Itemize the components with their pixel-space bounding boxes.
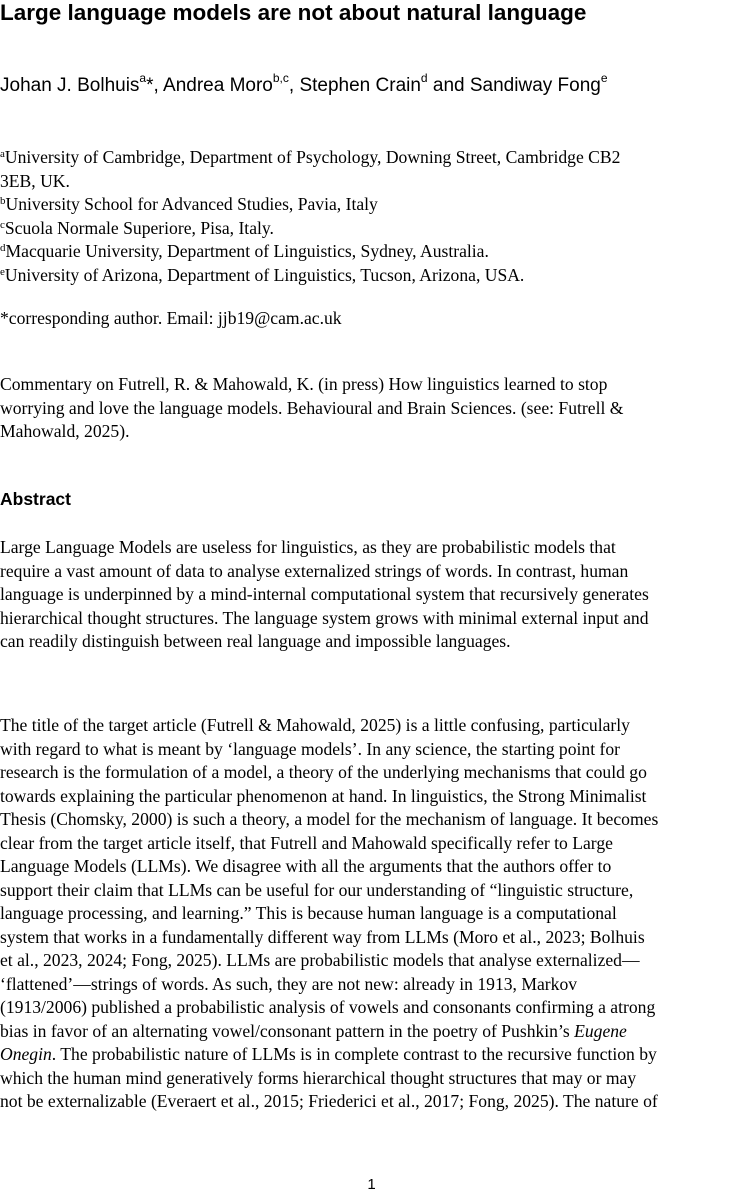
author-separator: , xyxy=(153,75,164,96)
body-text: language processing, and learning.” This is because human language is a computational xyxy=(0,903,617,923)
body-text: not be externalizable (Everaert et al., 2015; Friederici et al., 2017; Fong, 2025). The nature of xyxy=(0,1091,658,1111)
affiliation-mark: d xyxy=(0,242,6,254)
commentary-note xyxy=(0,373,735,444)
body-text: Thesis (Chomsky, 2000) is such a theory, a model for the mechanism of language. It becomes xyxy=(0,809,659,829)
body-line xyxy=(0,949,740,973)
author-name: Sandiway Fong xyxy=(469,75,601,96)
body-text: research is the formulation of a model, a theory of the underlying mechanisms that could go xyxy=(0,762,647,782)
corresponding-mark: * xyxy=(146,75,154,96)
affiliation-mark: b xyxy=(0,195,6,207)
commentary-line: Mahowald, 2025). xyxy=(0,421,130,441)
abstract-line: Large Language Models are useless for linguistics, as they are probabilistic models that xyxy=(0,537,616,557)
author-name: Stephen Crain xyxy=(299,75,421,96)
body-text: system that works in a fundamentally different way from LLMs (Moro et al., 2023; Bolhuis xyxy=(0,926,645,947)
body-text: with regard to what is meant by ‘language models’. In any science, the starting point for xyxy=(0,738,620,759)
body-text: support their claim that LLMs can be useful for our understanding of “linguistic structure, xyxy=(0,879,634,900)
author-affiliation-mark: b,c xyxy=(272,71,289,85)
body-line xyxy=(0,996,740,1020)
author-list xyxy=(0,71,743,98)
abstract-line: language is underpinned by a mind-internal computational system that recursively generates xyxy=(0,584,649,604)
affiliation-text: University of Cambridge, Department of Psychology, Downing Street, Cambridge CB2 xyxy=(4,147,621,167)
body-line xyxy=(0,902,740,926)
body-line xyxy=(0,1090,740,1114)
body-text: (1913/2006) published a probabilistic analysis of vowels and consonants confirming a atrong xyxy=(0,997,656,1017)
affiliation-text: University of Arizona, Department of Linguistics, Tucson, Arizona, USA. xyxy=(4,264,525,285)
commentary-line: worrying and love the language models. Behavioural and Brain Sciences. (see: Futrell & xyxy=(0,397,624,418)
body-text: ‘flattened’—strings of words. As such, they are not new: already in 1913, Markov xyxy=(0,973,578,994)
body-line xyxy=(0,855,740,879)
author-separator: and xyxy=(427,75,470,96)
body-line xyxy=(0,1067,740,1091)
affiliation-mark: e xyxy=(0,265,5,278)
body-line xyxy=(0,738,740,762)
affiliation-line xyxy=(0,264,735,288)
body-line xyxy=(0,973,740,997)
affiliation-line xyxy=(0,170,735,194)
page-number: 1 xyxy=(367,1176,376,1193)
affiliation-line xyxy=(0,217,735,241)
body-line xyxy=(0,832,740,856)
body-line xyxy=(0,879,740,903)
affiliation-line xyxy=(0,240,735,264)
body-line xyxy=(0,1043,740,1067)
body-text: Language Models (LLMs). We disagree with all the arguments that the authors offer to xyxy=(0,856,612,876)
body-text: The title of the target article (Futrell & Mahowald, 2025) is a little confusing, particularly xyxy=(0,715,630,735)
author-affiliation-mark: e xyxy=(600,71,608,85)
abstract-line: can readily distinguish between real language and impossible languages. xyxy=(0,631,511,651)
affiliation-list xyxy=(0,146,735,287)
author-name: Andrea Moro xyxy=(163,75,273,96)
affiliation-line xyxy=(0,146,735,170)
body-line xyxy=(0,761,740,785)
body-line xyxy=(0,926,740,950)
paper-title: Large language models are not about natural language xyxy=(0,0,587,25)
abstract-heading: Abstract xyxy=(0,489,71,509)
affiliation-text: Scuola Normale Superiore, Pisa, Italy. xyxy=(4,217,274,238)
body-text: towards explaining the particular phenomenon at hand. In linguistics, the Strong Minimalist xyxy=(0,785,647,806)
body-text: which the human mind generatively forms hierarchical thought structures that may or may xyxy=(0,1067,637,1088)
body-text: clear from the target article itself, that Futrell and Mahowald specifically refer to Large xyxy=(0,832,613,853)
commentary-line: Commentary on Futrell, R. & Mahowald, K. (in press) How linguistics learned to stop xyxy=(0,374,608,394)
affiliation-text: University School for Advanced Studies, Pavia, Italy xyxy=(5,194,378,214)
italic-title: Onegin xyxy=(0,1044,52,1064)
italic-title: Eugene xyxy=(574,1020,627,1041)
body-line xyxy=(0,1020,740,1044)
affiliation-mark: a xyxy=(0,148,5,160)
body-line xyxy=(0,714,740,738)
affiliation-text: 3EB, UK. xyxy=(0,170,70,191)
abstract-line: require a vast amount of data to analyse externalized strings of words. In contrast, human xyxy=(0,560,629,581)
abstract-text xyxy=(0,536,736,654)
body-text: et al., 2023, 2024; Fong, 2025). LLMs are probabilistic models that analyse externalized— xyxy=(0,950,640,970)
abstract-line: hierarchical thought structures. The language system grows with minimal external input and xyxy=(0,607,649,628)
author-affiliation-mark: d xyxy=(420,71,428,85)
affiliation-line xyxy=(0,193,735,217)
body-text: bias in favor of an alternating vowel/consonant pattern in the poetry of Pushkin’s xyxy=(0,1020,575,1041)
body-paragraph xyxy=(0,714,740,1114)
affiliation-text: Macquarie University, Department of Linguistics, Sydney, Australia. xyxy=(5,241,489,261)
corresponding-author-note: *corresponding author. Email: jjb19@cam.ac.uk xyxy=(0,308,342,328)
body-line xyxy=(0,808,740,832)
body-line xyxy=(0,785,740,809)
author-separator: , xyxy=(288,75,300,96)
author-affiliation-mark: a xyxy=(139,71,147,85)
body-text: . The probabilistic nature of LLMs is in complete contrast to the recursive function by xyxy=(51,1044,657,1064)
author-name: Johan J. Bolhuis xyxy=(0,75,140,96)
affiliation-mark: c xyxy=(0,218,5,231)
